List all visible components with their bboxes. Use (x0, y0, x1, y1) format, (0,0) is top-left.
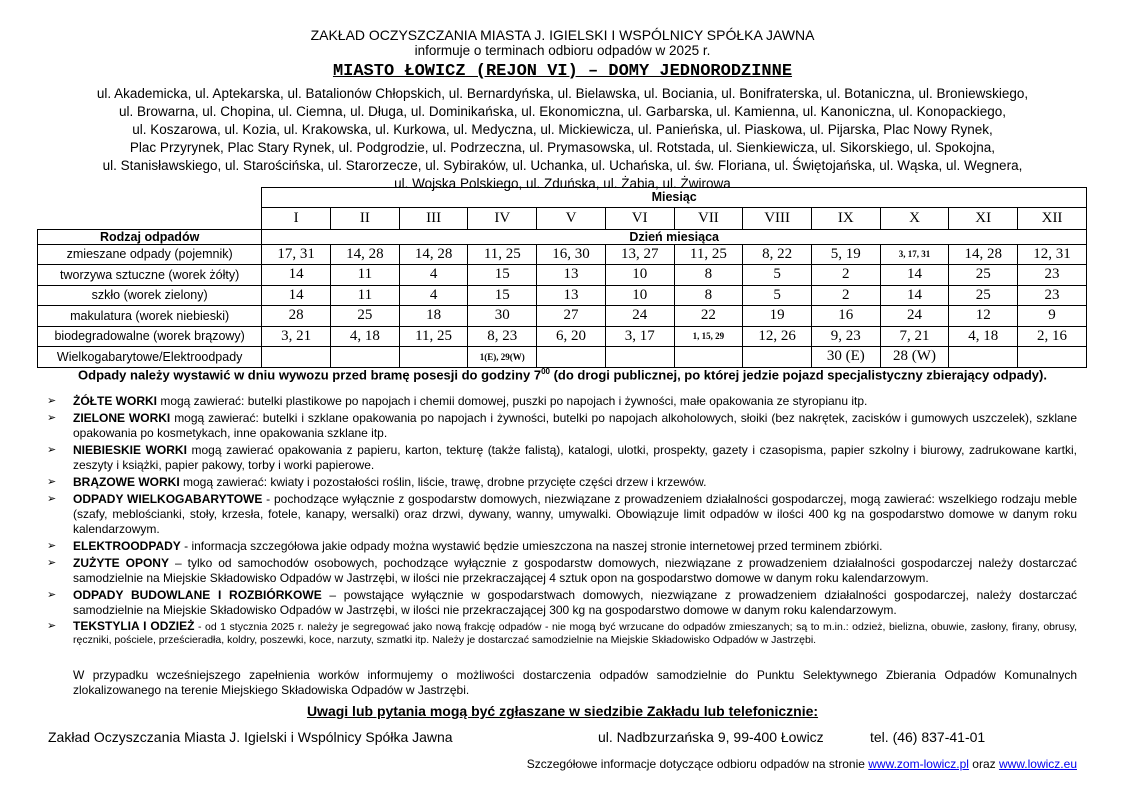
date-cell: 5 (743, 265, 812, 286)
street-line: ul. Stanisławskiego, ul. Starościńska, ul. Starorzecze, ul. Sybiraków, ul. Uchanka, ul. Uchańska, ul. św. Floriana, ul. Świętojańska, ul. Wąska, ul. Wegnera, (102, 158, 1023, 173)
date-cell: 2 (811, 285, 880, 306)
notice-hour-sup: 00 (541, 367, 550, 376)
date-cell: 30 (E) (811, 347, 880, 368)
date-cell: 11, 25 (468, 244, 537, 265)
date-cell: 15 (468, 285, 537, 306)
month-cell: X (880, 207, 949, 229)
date-cell: 23 (1018, 285, 1087, 306)
item-title: BRĄZOWE WORKI (73, 475, 180, 489)
months-row (38, 207, 1087, 229)
date-cell: 14, 28 (331, 244, 400, 265)
table-row (38, 244, 1087, 265)
month-cell: VI (605, 207, 674, 229)
item-title: ODPADY WIELKOGABARYTOWE (73, 492, 263, 506)
arrow-bullet-icon: ➢ (47, 493, 57, 505)
date-cell: 1, 15, 29 (674, 326, 743, 347)
waste-type-label: makulatura (worek niebieski) (38, 306, 262, 327)
date-cell: 28 (262, 306, 331, 327)
list-item (47, 620, 1077, 647)
date-cell: 13 (537, 285, 606, 306)
date-cell: 25 (949, 285, 1018, 306)
item-text: - pochodzące wyłącznie z gospodarstw domowych, niezwiązane z prowadzeniem działalności gospodarczej, mogą zawierać: wszelkiego rodzaju meble (szafy, meblościanki, stoły, krzesła, fotele, kanapy, wersalki) oraz drzwi, dywany, wanny, umywalki. Obowiązuje limit odpadów w ilości 400 kg na gospodarstwo domowe w danym roku kalendarzowym. (73, 492, 1077, 536)
date-cell: 18 (399, 306, 468, 327)
list-item (47, 443, 1077, 473)
item-text: - informacja szczegółowa jakie odpady można wystawić będzie umieszczona na naszej stronie internetowej przed terminem zbiórki. (180, 539, 883, 553)
item-title: ELEKTROODPADY (73, 539, 181, 553)
date-cell (743, 347, 812, 368)
schedule-table (37, 187, 1087, 368)
date-cell: 1(E), 29(W) (468, 347, 537, 368)
item-text: mogą zawierać: kwiaty i pozostałości roślin, liście, trawę, drobne przycięte części drzew i krzewów. (179, 475, 707, 489)
list-item (47, 475, 1077, 490)
month-cell: VIII (743, 207, 812, 229)
month-cell: IX (811, 207, 880, 229)
arrow-bullet-icon: ➢ (47, 589, 57, 601)
date-cell (399, 347, 468, 368)
collection-notice (0, 367, 1125, 382)
date-cell: 15 (468, 265, 537, 286)
table-row (38, 285, 1087, 306)
item-title: ZIELONE WORKI (73, 411, 171, 425)
date-cell (262, 347, 331, 368)
lowicz-eu-link[interactable]: www.lowicz.eu (998, 757, 1077, 771)
pszok-info: W przypadku wcześniejszego zapełnienia worków informujemy o możliwości dostarczenia odpadów samodzielnie do Punktu Selektywnego Zbierania Odpadów Komunalnych zlokalizowanego na terenie Miejskiego Składowiska Odpadów w Jastrzębi. (73, 668, 1077, 697)
footer-info (527, 757, 1077, 771)
date-cell: 13, 27 (605, 244, 674, 265)
date-cell: 3, 17 (605, 326, 674, 347)
date-cell: 8 (674, 265, 743, 286)
month-cell: III (399, 207, 468, 229)
month-cell: IV (468, 207, 537, 229)
date-cell: 14, 28 (399, 244, 468, 265)
date-cell: 14 (262, 265, 331, 286)
footer-address: ul. Nadbzurzańska 9, 99-400 Łowicz (598, 729, 824, 745)
date-cell: 8 (674, 285, 743, 306)
item-title: ŻÓŁTE WORKI (73, 394, 157, 408)
waste-rules-list (47, 394, 1077, 649)
date-cell (1018, 347, 1087, 368)
date-cell: 11, 25 (399, 326, 468, 347)
date-cell: 24 (880, 306, 949, 327)
month-cell: VII (674, 207, 743, 229)
street-line: ul. Akademicka, ul. Aptekarska, ul. Batalionów Chłopskich, ul. Bernardyńska, ul. Bielawska, ul. Bociania, ul. Bonifraterska, ul. Botaniczna, ul. Broniewskiego, (96, 86, 1029, 101)
date-cell: 14 (262, 285, 331, 306)
date-cell: 13 (537, 265, 606, 286)
arrow-bullet-icon: ➢ (47, 557, 57, 569)
date-cell: 11 (331, 285, 400, 306)
subtitle: informuje o terminach odbioru odpadów w 2025 r. (414, 43, 711, 58)
notice-text: Odpady należy wystawić w dniu wywozu przed bramę posesji do godziny 7 (78, 367, 542, 383)
waste-type-label: Wielkogabarytowe/Elektroodpady (38, 347, 262, 368)
date-cell: 3, 21 (262, 326, 331, 347)
date-cell: 8, 23 (468, 326, 537, 347)
date-cell: 14 (880, 285, 949, 306)
date-cell: 16, 30 (537, 244, 606, 265)
date-cell: 22 (674, 306, 743, 327)
item-text: mogą zawierać: butelki plastikowe po napojach i chemii domowej, puszki po napojach i żywności, małe opakowania ze styropianu itp. (157, 394, 868, 408)
date-cell: 14, 28 (949, 244, 1018, 265)
date-cell: 28 (W) (880, 347, 949, 368)
date-cell: 14 (880, 265, 949, 286)
contact-heading: Uwagi lub pytania mogą być zgłaszane w siedzibie Zakładu lub telefonicznie: (306, 703, 819, 719)
date-cell: 4 (399, 285, 468, 306)
month-cell: V (537, 207, 606, 229)
arrow-bullet-icon: ➢ (47, 395, 57, 407)
blank-cell (38, 188, 262, 208)
date-cell: 25 (949, 265, 1018, 286)
table-row (38, 265, 1087, 286)
company-heading: ZAKŁAD OCZYSZCZANIA MIASTA J. IGIELSKI I WSPÓLNICY SPÓŁKA JAWNA (310, 27, 815, 43)
waste-type-label: zmieszane odpady (pojemnik) (38, 244, 262, 265)
date-cell: 10 (605, 265, 674, 286)
street-list (40, 85, 1085, 193)
date-cell: 9, 23 (811, 326, 880, 347)
date-cell: 11 (331, 265, 400, 286)
waste-type-label: szkło (worek zielony) (38, 285, 262, 306)
list-item (47, 556, 1077, 586)
date-cell (949, 347, 1018, 368)
date-cell: 16 (811, 306, 880, 327)
date-cell: 4 (399, 265, 468, 286)
date-cell: 23 (1018, 265, 1087, 286)
item-title: ODPADY BUDOWLANE I ROZBIÓRKOWE (73, 588, 322, 602)
footer-company: Zakład Oczyszczania Miasta J. Igielski i Wspólnicy Spółka Jawna (48, 729, 453, 745)
waste-type-label: tworzywa sztuczne (worek żółty) (38, 265, 262, 286)
list-item (47, 588, 1077, 618)
date-cell: 24 (605, 306, 674, 327)
street-line: ul. Wojska Polskiego, ul. Zduńska, ul. Żabia, ul. Żwirowa (394, 176, 731, 191)
date-cell: 3, 17, 31 (880, 244, 949, 265)
item-text: - od 1 stycznia 2025 r. należy je segregować jako nową frakcję odpadów - nie mogą być wrzucane do odpadów zmieszanych; są to m.in.: odzież, bielizna, obuwie, zasłony, firany, obrusy, ręczniki, pościele, prześcieradła, koldry, poszewki, koce, narzuty, szmatki itp. Należy je dostarczać samodzielnie na Miejskie Składowisko Odpadów w Jastrzębi. (73, 621, 1077, 646)
street-line: ul. Browarna, ul. Chopina, ul. Ciemna, ul. Długa, ul. Dominikańska, ul. Ekonomiczna, ul. Garbarska, ul. Kamienna, ul. Kanoniczna, ul. Konopackiego, (119, 104, 1006, 119)
date-cell: 6, 20 (537, 326, 606, 347)
date-cell: 30 (468, 306, 537, 327)
info-mid: oraz (968, 757, 999, 771)
list-item (47, 539, 1077, 554)
table-row (38, 306, 1087, 327)
info-text: Szczegółowe informacje dotyczące odbioru odpadów na stronie (526, 757, 869, 771)
list-item (47, 492, 1077, 537)
date-cell: 5, 19 (811, 244, 880, 265)
item-title: NIEBIESKIE WORKI (73, 443, 187, 457)
date-cell: 10 (605, 285, 674, 306)
date-cell (331, 347, 400, 368)
item-text: mogą zawierać opakowania z papieru, karton, tekturę (także falistą), katalogi, ulotki, prospekty, gazety i czasopisma, papier szkolny i biurowy, zadrukowane kartki, zeszyty i książki, papier pakowy, torby i worki papierowe. (73, 443, 1077, 472)
date-cell: 5 (743, 285, 812, 306)
item-text: mogą zawierać: butelki i szklane opakowania po napojach i żywności, butelki po napojach alkoholowych, słoiki (bez nakrętek, zacisków i gumowych uszczelek), szklane opakowania po kosmetykach, inne opakowania szklane itp. (73, 411, 1078, 440)
date-cell: 2 (811, 265, 880, 286)
arrow-bullet-icon: ➢ (47, 444, 57, 456)
day-header: Dzień miesiąca (262, 229, 1087, 244)
month-cell: II (331, 207, 400, 229)
date-cell: 11, 25 (674, 244, 743, 265)
arrow-bullet-icon: ➢ (47, 412, 57, 424)
date-cell: 9 (1018, 306, 1087, 327)
item-text: – powstające wyłącznie w gospodarstwach domowych, niezwiązane z prowadzeniem działalności gospodarczej, należy dostarczać samodzielnie na Miejskie Składowisko Odpadów w Jastrzębi, w ilości nie przekraczającej 300 kg na gospodarstwo domowe w danym roku kalendarzowym. (73, 588, 1077, 617)
type-header: Rodzaj odpadów (38, 229, 262, 244)
list-item (47, 411, 1077, 441)
date-cell: 12, 26 (743, 326, 812, 347)
date-cell: 25 (331, 306, 400, 327)
date-cell (605, 347, 674, 368)
date-cell: 4, 18 (331, 326, 400, 347)
date-cell: 19 (743, 306, 812, 327)
street-line: ul. Koszarowa, ul. Kozia, ul. Krakowska, ul. Kurkowa, ul. Medyczna, ul. Mickiewicza, ul. Panieńska, ul. Piaskowa, ul. Pijarska, Plac Nowy Rynek, (132, 122, 993, 137)
date-cell: 2, 16 (1018, 326, 1087, 347)
date-cell: 8, 22 (743, 244, 812, 265)
arrow-bullet-icon: ➢ (47, 620, 57, 632)
zom-lowicz-link[interactable]: www.zom-lowicz.pl (868, 757, 969, 771)
item-text: – tylko od samochodów osobowych, pochodzące wyłącznie z gospodarstw domowych, niezwiązane z prowadzeniem działalności gospodarczej należy dostarczać samodzielnie na Miejskie Składowisko Odpadów w Jastrzębi, w ilości nie przekraczającej 4 sztuk opon na gospodarstwo domowe w danym roku kalendarzowym. (73, 556, 1077, 585)
street-line: Plac Przyrynek, Plac Stary Rynek, ul. Podgrodzie, ul. Podrzeczna, ul. Prymasowska, ul. Rotstada, ul. Sienkiewicza, ul. Sikorskiego, ul. Spokojna, (129, 140, 996, 155)
date-cell: 4, 18 (949, 326, 1018, 347)
footer-phone: tel. (46) 837-41-01 (870, 729, 986, 745)
date-cell: 12 (949, 306, 1018, 327)
arrow-bullet-icon: ➢ (47, 476, 57, 488)
date-cell: 7, 21 (880, 326, 949, 347)
table-row (38, 347, 1087, 368)
date-cell (674, 347, 743, 368)
waste-type-label: biodegradowalne (worek brązowy) (38, 326, 262, 347)
schedule-rows (38, 244, 1087, 367)
item-title: ZUŻYTE OPONY (73, 556, 169, 570)
blank-cell (38, 207, 262, 229)
item-title: TEKSTYLIA I ODZIEŻ (73, 619, 195, 633)
arrow-bullet-icon: ➢ (47, 540, 57, 552)
month-header: Miesiąc (262, 188, 1087, 208)
date-cell: 17, 31 (262, 244, 331, 265)
region-title-text: MIASTO ŁOWICZ (REJON VI) – DOMY JEDNORODZINNE (332, 62, 793, 81)
date-cell: 12, 31 (1018, 244, 1087, 265)
date-cell (537, 347, 606, 368)
notice-text-end: (do drogi publicznej, po której jedzie pojazd specjalistyczny zbierający odpady). (549, 367, 1047, 383)
list-item (47, 394, 1077, 409)
table-row (38, 326, 1087, 347)
month-cell: I (262, 207, 331, 229)
month-cell: XII (1018, 207, 1087, 229)
region-title (0, 62, 1125, 81)
date-cell: 27 (537, 306, 606, 327)
month-cell: XI (949, 207, 1018, 229)
